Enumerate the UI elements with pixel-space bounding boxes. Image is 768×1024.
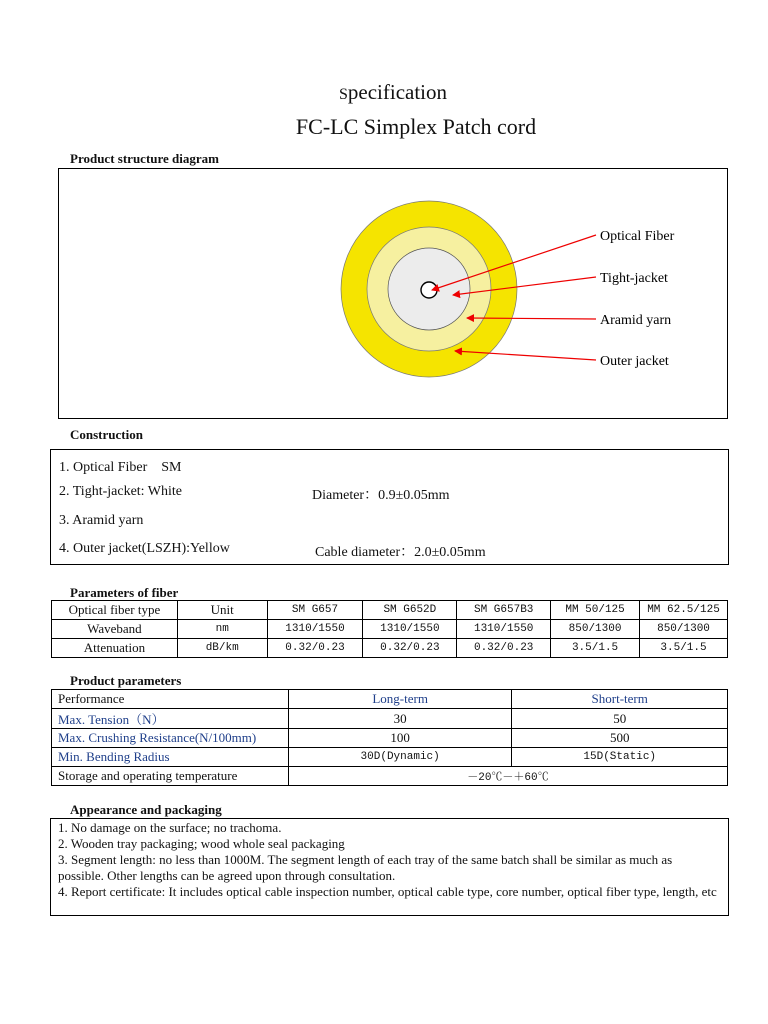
table-cell: SM G652D	[363, 601, 457, 620]
construction-line	[59, 541, 719, 560]
table-cell: 0.32/0.23	[457, 639, 551, 658]
table-row	[52, 767, 728, 786]
table-cell: Performance	[52, 690, 289, 709]
callout-aramid-yarn: Aramid yarn	[600, 313, 672, 328]
table-cell: 30D(Dynamic)	[288, 748, 512, 767]
table-cell: Unit	[177, 601, 267, 620]
document-title	[0, 80, 768, 105]
table-cell: Short-term	[512, 690, 728, 709]
document-subtitle: FC-LC Simplex Patch cord	[295, 114, 537, 139]
table-cell: 0.32/0.23	[363, 639, 457, 658]
table-cell: 1310/1550	[267, 620, 363, 639]
construction-extra: Cable diameter：2.0±0.05mm	[315, 545, 486, 560]
packaging-section-label: Appearance and packaging	[70, 802, 222, 817]
table-cell: 1310/1550	[363, 620, 457, 639]
table-row	[52, 748, 728, 767]
table-cell: MM 50/125	[551, 601, 640, 620]
structure-section-label: Product structure diagram	[70, 151, 219, 166]
table-cell: 3.5/1.5	[551, 639, 640, 658]
table-cell: 3.5/1.5	[640, 639, 728, 658]
callout-outer-jacket: Outer jacket	[600, 354, 669, 369]
product-params-table	[51, 689, 728, 786]
table-cell: dB/km	[177, 639, 267, 658]
table-cell: Attenuation	[52, 639, 178, 658]
table-cell: 15D(Static)	[512, 748, 728, 767]
table-cell: Optical fiber type	[52, 601, 178, 620]
table-cell: 100	[288, 729, 512, 748]
packaging-line: 2. Wooden tray packaging; wood whole seal packaging	[58, 836, 345, 851]
table-cell: SM G657	[267, 601, 363, 620]
table-cell: 850/1300	[551, 620, 640, 639]
construction-line	[59, 484, 719, 503]
packaging-line: 3. Segment length: no less than 1000M. The segment length of each tray of the same batch shall be similar as much as possible. Other lengths can be agreed upon through consultation.	[58, 852, 673, 883]
table-header-row	[52, 690, 728, 709]
table-cell: 1310/1550	[457, 620, 551, 639]
table-header-row	[52, 601, 728, 620]
construction-line	[59, 456, 182, 476]
table-cell: 850/1300	[640, 620, 728, 639]
table-cell: Max. Crushing Resistance(N/100mm)	[52, 729, 289, 748]
table-cell: Long-term	[288, 690, 512, 709]
packaging-line: 4. Report certificate: It includes optical cable inspection number, optical cable type, core number, optical fiber type, length, etc	[58, 884, 717, 899]
table-cell: 500	[512, 729, 728, 748]
construction-text: 4. Outer jacket(LSZH):Yellow	[59, 541, 230, 556]
title-rest: pecification	[347, 80, 448, 104]
construction-line	[59, 513, 143, 529]
table-cell: Waveband	[52, 620, 178, 639]
callout-optical-fiber: Optical Fiber	[600, 229, 675, 244]
construction-text: 3. Aramid yarn	[59, 513, 144, 528]
construction-text: 2. Tight-jacket: White	[59, 484, 183, 499]
product-params-section-label: Product parameters	[70, 673, 182, 688]
table-row	[52, 709, 728, 729]
table-cell: Min. Bending Radius	[52, 748, 289, 767]
table-row	[52, 639, 728, 658]
table-cell: 50	[512, 709, 728, 729]
construction-extra: Diameter：0.9±0.05mm	[312, 488, 450, 503]
table-cell: Max. Tension（N）	[52, 709, 289, 729]
title-first-letter: S	[338, 86, 348, 103]
table-cell: SM G657B3	[457, 601, 551, 620]
fiber-params-table	[51, 600, 728, 658]
construction-box	[50, 449, 729, 565]
table-cell: nm	[177, 620, 267, 639]
fiber-params-section-label: Parameters of fiber	[70, 585, 179, 600]
packaging-box	[50, 818, 729, 916]
table-cell: 30	[288, 709, 512, 729]
table-cell: Storage and operating temperature	[52, 767, 289, 786]
callout-tight-jacket: Tight-jacket	[600, 271, 668, 286]
construction-section-label: Construction	[70, 427, 143, 442]
optical-fiber-core	[421, 282, 437, 298]
table-cell: MM 62.5/125	[640, 601, 728, 620]
packaging-line: 1. No damage on the surface; no trachoma.	[58, 820, 282, 835]
table-row	[52, 729, 728, 748]
table-cell: －20℃－＋60℃	[288, 767, 727, 786]
cable-cross-section-diagram	[59, 169, 729, 420]
construction-text: 1. Optical Fiber SM	[59, 460, 182, 475]
table-cell: 0.32/0.23	[267, 639, 363, 658]
structure-diagram-box	[58, 168, 728, 419]
table-row	[52, 620, 728, 639]
